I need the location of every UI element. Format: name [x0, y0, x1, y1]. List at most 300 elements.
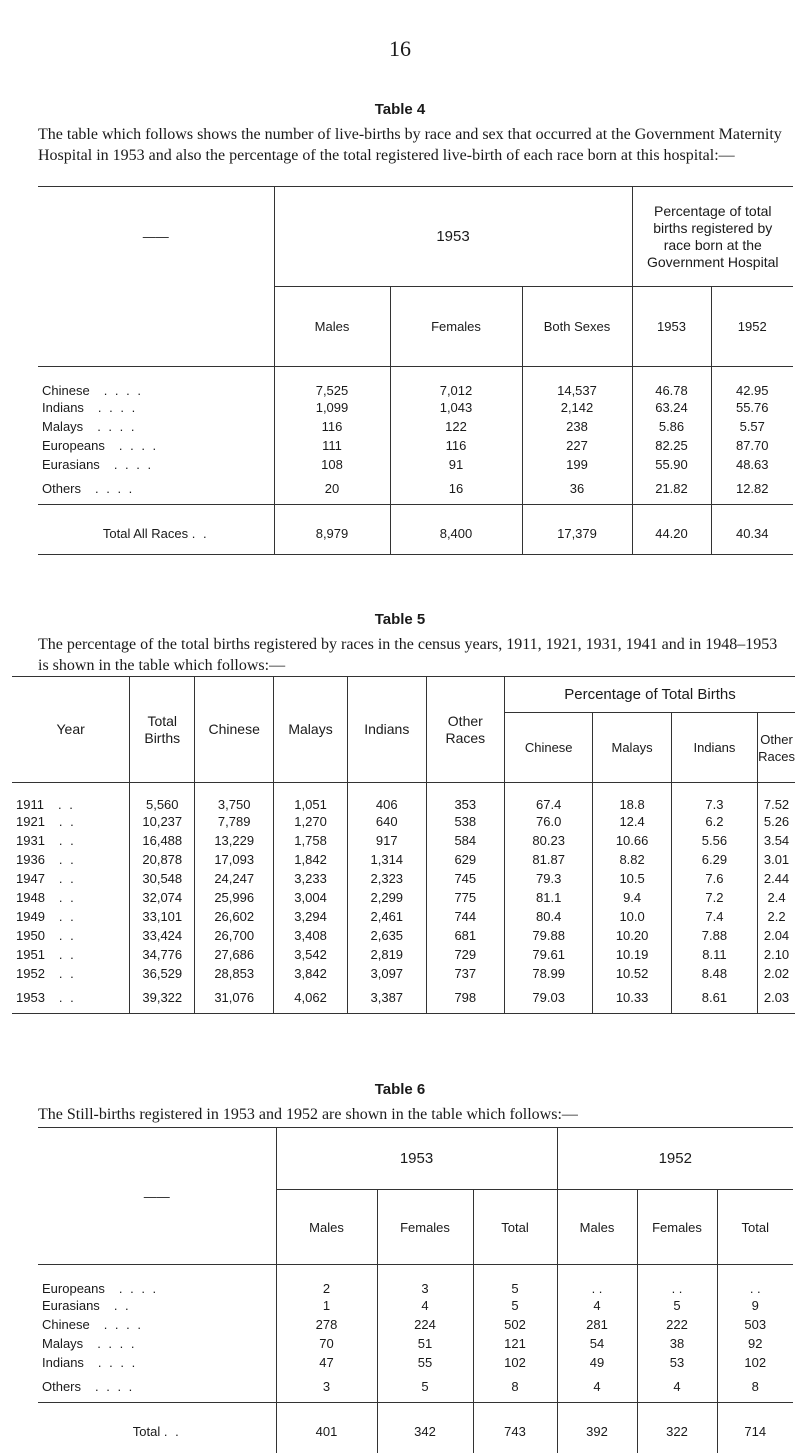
table-cell: . . [557, 1265, 637, 1296]
page-number: 16 [389, 36, 411, 61]
table-cell: 51 [377, 1334, 473, 1353]
table-cell: 2,461 [347, 907, 426, 926]
table-row [38, 474, 793, 505]
table-cell: 16 [390, 474, 522, 505]
table-row [38, 455, 793, 474]
table-cell: 1,314 [347, 850, 426, 869]
table-row [12, 888, 795, 907]
leader-dots: . . [58, 946, 76, 962]
table-cell: 116 [390, 436, 522, 455]
table-cell: 30,548 [130, 869, 195, 888]
row-label-text: 1936 [16, 851, 45, 867]
table-cell: 9 [717, 1296, 793, 1315]
table-row [12, 812, 795, 831]
table-cell: 122 [390, 417, 522, 436]
table-cell: 46.78 [632, 367, 711, 398]
table-cell: 91 [390, 455, 522, 474]
table-cell: 8.48 [671, 964, 757, 983]
table-cell: 3,233 [274, 869, 348, 888]
table4-total-dots: . . [191, 526, 209, 541]
table-row [38, 367, 793, 398]
table4-col-1953: 1953 [632, 287, 711, 367]
row-label [12, 945, 130, 964]
table4-total-both: 17,379 [522, 505, 632, 555]
table6-total-total-1953: 743 [473, 1403, 557, 1453]
row-label [38, 474, 274, 505]
table-cell: 3,542 [274, 945, 348, 964]
table-cell: 92 [717, 1334, 793, 1353]
table5-col-year: Year [12, 677, 130, 783]
table-cell: 116 [274, 417, 390, 436]
table-cell: 8.61 [671, 983, 757, 1014]
table-cell: 18.8 [593, 783, 671, 812]
table-row [12, 926, 795, 945]
table-cell: 7.52 [758, 783, 795, 812]
table-cell: 70 [276, 1334, 377, 1353]
table-cell: 737 [426, 964, 504, 983]
table-cell: 224 [377, 1315, 473, 1334]
table-cell: 2 [276, 1265, 377, 1296]
table5-group-percentage: Percentage of Total Births [505, 677, 795, 713]
row-label-text: Others [42, 1379, 82, 1395]
table-cell: 13,229 [195, 831, 274, 850]
table-cell: 31,076 [195, 983, 274, 1014]
leader-dots: . . [58, 832, 76, 848]
table-cell: 102 [473, 1353, 557, 1372]
leader-dots: . . . . [95, 481, 135, 497]
leader-dots: . . [58, 870, 76, 886]
table6-total-females-1952: 322 [637, 1403, 717, 1453]
table-cell: 10.20 [593, 926, 671, 945]
row-label-text: 1948 [16, 889, 45, 905]
table5 [12, 676, 795, 1014]
row-label [38, 367, 274, 398]
table-cell: 2.44 [758, 869, 795, 888]
table4-total-1953: 44.20 [632, 505, 711, 555]
table-cell: 775 [426, 888, 504, 907]
table-cell: 3 [377, 1265, 473, 1296]
table-cell: 32,074 [130, 888, 195, 907]
table4-group-1953: 1953 [274, 187, 632, 287]
table-cell: 5.26 [758, 812, 795, 831]
table-cell: 681 [426, 926, 504, 945]
table-cell: 42.95 [711, 367, 793, 398]
row-label-text: Eurasians [42, 1297, 100, 1313]
table4-caption: Table 4 [374, 101, 426, 118]
table4-col-1952: 1952 [711, 287, 793, 367]
leader-dots: . . . . [95, 1379, 135, 1395]
row-label-text: 1947 [16, 870, 45, 886]
table5-col-malays: Malays [274, 677, 348, 783]
table-cell: 67.4 [505, 783, 593, 812]
table-cell: 503 [717, 1315, 793, 1334]
table-row [38, 436, 793, 455]
table-cell: 2.04 [758, 926, 795, 945]
row-label-text: 1951 [16, 946, 45, 962]
table-cell: 10.5 [593, 869, 671, 888]
table-cell: 8 [717, 1372, 793, 1403]
table6-col-females-1953: Females [377, 1190, 473, 1265]
table4-col-males: Males [274, 287, 390, 367]
table-cell: 47 [276, 1353, 377, 1372]
row-label [38, 398, 274, 417]
row-label-text: Europeans [42, 1280, 105, 1296]
table-cell: 38 [637, 1334, 717, 1353]
table-cell: 26,700 [195, 926, 274, 945]
table-cell: 55.76 [711, 398, 793, 417]
row-label [12, 964, 130, 983]
row-label-text: Malays [42, 418, 84, 434]
leader-dots: . . . . [97, 418, 137, 434]
leader-dots: . . . . [97, 1354, 138, 1370]
table-cell: 2,299 [347, 888, 426, 907]
leader-dots: . . [58, 889, 76, 905]
table6 [38, 1127, 793, 1453]
table-cell: 6.2 [671, 812, 757, 831]
table-cell: 10.52 [593, 964, 671, 983]
table-cell: 33,101 [130, 907, 195, 926]
leader-dots: . . [58, 908, 76, 924]
table-cell: 2.02 [758, 964, 795, 983]
table-cell: 3,408 [274, 926, 348, 945]
leader-dots: . . [58, 965, 76, 981]
table6-total-females-1953: 342 [377, 1403, 473, 1453]
table-cell: 7,789 [195, 812, 274, 831]
table5-intro: The percentage of the total births registered by races in the census years, 1911, 1921, 1931, 1941 and in 1948–1953 is shown in the table which follows:— [38, 636, 778, 674]
table-cell: 353 [426, 783, 504, 812]
table-cell: 12.82 [711, 474, 793, 505]
leader-dots: . . . . [118, 1280, 159, 1296]
table-cell: 8 [473, 1372, 557, 1403]
table-row [12, 945, 795, 964]
table-row [12, 831, 795, 850]
table-cell: 5 [473, 1296, 557, 1315]
table-cell: 2.10 [758, 945, 795, 964]
row-label [12, 983, 130, 1014]
table-cell: 12.4 [593, 812, 671, 831]
table-cell: 79.61 [505, 945, 593, 964]
table5-pct-indians: Indians [671, 713, 757, 783]
table-row [12, 783, 795, 812]
table-cell: 2,142 [522, 398, 632, 417]
row-label [38, 1353, 276, 1372]
table-cell: 63.24 [632, 398, 711, 417]
table-cell: 5.57 [711, 417, 793, 436]
table-row [38, 417, 793, 436]
table4-total-1952: 40.34 [711, 505, 793, 555]
table-cell: 3,004 [274, 888, 348, 907]
table-cell: 7,525 [274, 367, 390, 398]
table5-caption: Table 5 [374, 611, 426, 628]
table-row [12, 869, 795, 888]
table4 [38, 186, 793, 555]
table6-total-label: Total [132, 1424, 161, 1440]
table-row [38, 1334, 793, 1353]
table-cell: 3,842 [274, 964, 348, 983]
leader-dots: . . [58, 927, 76, 943]
table-row [38, 398, 793, 417]
table-cell: 1,842 [274, 850, 348, 869]
row-label [38, 1265, 276, 1296]
row-label-text: 1931 [16, 832, 45, 848]
table-cell: 81.87 [505, 850, 593, 869]
table5-pct-chinese: Chinese [505, 713, 593, 783]
table-cell: 1 [276, 1296, 377, 1315]
table-cell: 20 [274, 474, 390, 505]
table-cell: 1,099 [274, 398, 390, 417]
table-cell: 4 [377, 1296, 473, 1315]
table5-col-indians: Indians [347, 677, 426, 783]
table-cell: 25,996 [195, 888, 274, 907]
table-cell: 55 [377, 1353, 473, 1372]
table-cell: 36,529 [130, 964, 195, 983]
table-cell: 24,247 [195, 869, 274, 888]
table-cell: . . [717, 1265, 793, 1296]
table-cell: 54 [557, 1334, 637, 1353]
table4-total-males: 8,979 [274, 505, 390, 555]
table-cell: 502 [473, 1315, 557, 1334]
table-cell: 1,758 [274, 831, 348, 850]
table-cell: 3,097 [347, 964, 426, 983]
row-label [38, 436, 274, 455]
table4-stub-header: —— [142, 229, 169, 245]
table-cell: 55.90 [632, 455, 711, 474]
table-cell: 16,488 [130, 831, 195, 850]
table6-intro: The Still-births registered in 1953 and 1952 are shown in the table which follows:— [38, 1106, 578, 1123]
table6-col-females-1952: Females [637, 1190, 717, 1265]
table-cell: 53 [637, 1353, 717, 1372]
table-cell: 2,323 [347, 869, 426, 888]
table6-total-dots: . . [163, 1424, 181, 1440]
row-label-text: 1952 [16, 965, 45, 981]
table-cell: 4 [637, 1372, 717, 1403]
table-row [38, 1353, 793, 1372]
row-label-text: Indians [42, 1354, 84, 1370]
table-cell: 6.29 [671, 850, 757, 869]
leader-dots: . . . . [97, 399, 138, 415]
row-label [12, 831, 130, 850]
table-cell: 81.1 [505, 888, 593, 907]
table-cell: 121 [473, 1334, 557, 1353]
table5-col-other-races: Other Races [426, 677, 504, 783]
table-cell: 5.86 [632, 417, 711, 436]
table6-caption: Table 6 [374, 1081, 426, 1098]
table-cell: 3,387 [347, 983, 426, 1014]
table-cell: 5 [377, 1372, 473, 1403]
table-cell: 111 [274, 436, 390, 455]
row-label [12, 850, 130, 869]
table6-stub-header: —— [143, 1188, 170, 1204]
table-cell: 76.0 [505, 812, 593, 831]
table-cell: 745 [426, 869, 504, 888]
row-label [12, 783, 130, 812]
table-row [12, 964, 795, 983]
table-cell: 79.3 [505, 869, 593, 888]
table-cell: 10.66 [593, 831, 671, 850]
leader-dots: . . . . [97, 1335, 137, 1351]
table-cell: 2.2 [758, 907, 795, 926]
table-cell: 4,062 [274, 983, 348, 1014]
table4-col-both-sexes: Both Sexes [522, 287, 632, 367]
table-cell: 39,322 [130, 983, 195, 1014]
leader-dots: . . . . [103, 382, 143, 398]
table5-pct-malays: Malays [593, 713, 671, 783]
table-cell: 629 [426, 850, 504, 869]
table-cell: 78.99 [505, 964, 593, 983]
table-cell: 406 [347, 783, 426, 812]
table-row [38, 1296, 793, 1315]
row-label-text: Chinese [42, 382, 90, 398]
table-cell: 21.82 [632, 474, 711, 505]
table-cell: 5.56 [671, 831, 757, 850]
table-row [38, 1315, 793, 1334]
table6-group-1952: 1952 [557, 1128, 793, 1190]
table-cell: 10.0 [593, 907, 671, 926]
table-cell: 49 [557, 1353, 637, 1372]
table-cell: 2,635 [347, 926, 426, 945]
table4-col-females: Females [390, 287, 522, 367]
row-label-text: 1949 [16, 908, 45, 924]
table-cell: 14,537 [522, 367, 632, 398]
table-cell: 238 [522, 417, 632, 436]
table-cell: 7.6 [671, 869, 757, 888]
table-cell: 4 [557, 1296, 637, 1315]
row-label [38, 417, 274, 436]
table-cell: 79.88 [505, 926, 593, 945]
table-cell: 80.4 [505, 907, 593, 926]
row-label [12, 926, 130, 945]
table-row [12, 983, 795, 1014]
table-cell: 108 [274, 455, 390, 474]
row-label [38, 1315, 276, 1334]
row-label [38, 1296, 276, 1315]
row-label-text: Indians [42, 399, 84, 415]
leader-dots: . . [58, 990, 76, 1006]
leader-dots: . . [57, 796, 75, 812]
table-cell: 278 [276, 1315, 377, 1334]
row-label [12, 869, 130, 888]
table-cell: 5 [473, 1265, 557, 1296]
table-cell: 8.82 [593, 850, 671, 869]
table-cell: 3,750 [195, 783, 274, 812]
table4-total-females: 8,400 [390, 505, 522, 555]
table-cell: 26,602 [195, 907, 274, 926]
table-cell: 102 [717, 1353, 793, 1372]
table-cell: 798 [426, 983, 504, 1014]
leader-dots: . . . . [103, 1316, 143, 1332]
table-row [38, 1265, 793, 1296]
table-cell: 2.03 [758, 983, 795, 1014]
table5-pct-other-races: Other Races [758, 713, 795, 783]
table-cell: 48.63 [711, 455, 793, 474]
table-cell: 744 [426, 907, 504, 926]
row-label-text: 1921 [16, 813, 45, 829]
row-label-text: 1953 [16, 990, 45, 1006]
table-cell: 82.25 [632, 436, 711, 455]
row-label [38, 1334, 276, 1353]
table-cell: 729 [426, 945, 504, 964]
table6-col-total-1953: Total [473, 1190, 557, 1265]
leader-dots: . . . . [113, 456, 154, 472]
table4-total-label: Total All Races [102, 526, 189, 541]
table-cell: 2,819 [347, 945, 426, 964]
table-cell: 80.23 [505, 831, 593, 850]
table4-intro: The table which follows shows the number of live-births by race and sex that occurred at the Government Maternity Hospital in 1953 and also the percentage of the total registered live-birth of each race born at this hospital:— [38, 126, 782, 164]
table-cell: 17,093 [195, 850, 274, 869]
table-cell: 33,424 [130, 926, 195, 945]
row-label [38, 455, 274, 474]
row-label-text: Chinese [42, 1316, 90, 1332]
table-cell: 9.4 [593, 888, 671, 907]
table-cell: 8.11 [671, 945, 757, 964]
table6-total-total-1952: 714 [717, 1403, 793, 1453]
table6-group-1953: 1953 [276, 1128, 557, 1190]
row-label-text: Europeans [42, 437, 105, 453]
row-label-text: 1911 [16, 796, 44, 812]
row-label [38, 1372, 276, 1403]
table-cell: 4 [557, 1372, 637, 1403]
row-label-text: Eurasians [42, 456, 100, 472]
leader-dots: . . [58, 813, 76, 829]
leader-dots: . . [58, 851, 76, 867]
row-label-text: Others [42, 481, 82, 497]
table-cell: 3.54 [758, 831, 795, 850]
table-cell: 7.88 [671, 926, 757, 945]
table-cell: 3.01 [758, 850, 795, 869]
table-cell: 1,051 [274, 783, 348, 812]
table-cell: 28,853 [195, 964, 274, 983]
table-cell: 1,043 [390, 398, 522, 417]
leader-dots: . . [113, 1297, 131, 1313]
table-cell: 281 [557, 1315, 637, 1334]
table-cell: 227 [522, 436, 632, 455]
table-cell: 917 [347, 831, 426, 850]
row-label-text: 1950 [16, 927, 45, 943]
table-cell: 7.3 [671, 783, 757, 812]
table-cell: 2.4 [758, 888, 795, 907]
table-cell: 199 [522, 455, 632, 474]
table-cell: 20,878 [130, 850, 195, 869]
table6-total-males-1952: 392 [557, 1403, 637, 1453]
row-label-text: Malays [42, 1335, 84, 1351]
row-label [12, 812, 130, 831]
table-cell: 7.4 [671, 907, 757, 926]
table6-col-males-1953: Males [276, 1190, 377, 1265]
leader-dots: . . . . [118, 437, 159, 453]
table-cell: 538 [426, 812, 504, 831]
table-cell: . . [637, 1265, 717, 1296]
row-label [12, 888, 130, 907]
table-cell: 27,686 [195, 945, 274, 964]
table-row [12, 850, 795, 869]
table-cell: 36 [522, 474, 632, 505]
table-cell: 87.70 [711, 436, 793, 455]
table-cell: 10.19 [593, 945, 671, 964]
table-cell: 3,294 [274, 907, 348, 926]
table-cell: 10,237 [130, 812, 195, 831]
table-cell: 34,776 [130, 945, 195, 964]
table-cell: 640 [347, 812, 426, 831]
table6-col-total-1952: Total [717, 1190, 793, 1265]
row-label [12, 907, 130, 926]
table-cell: 1,270 [274, 812, 348, 831]
table-cell: 79.03 [505, 983, 593, 1014]
table-cell: 7.2 [671, 888, 757, 907]
table-cell: 7,012 [390, 367, 522, 398]
table6-col-males-1952: Males [557, 1190, 637, 1265]
table-cell: 584 [426, 831, 504, 850]
table-cell: 222 [637, 1315, 717, 1334]
